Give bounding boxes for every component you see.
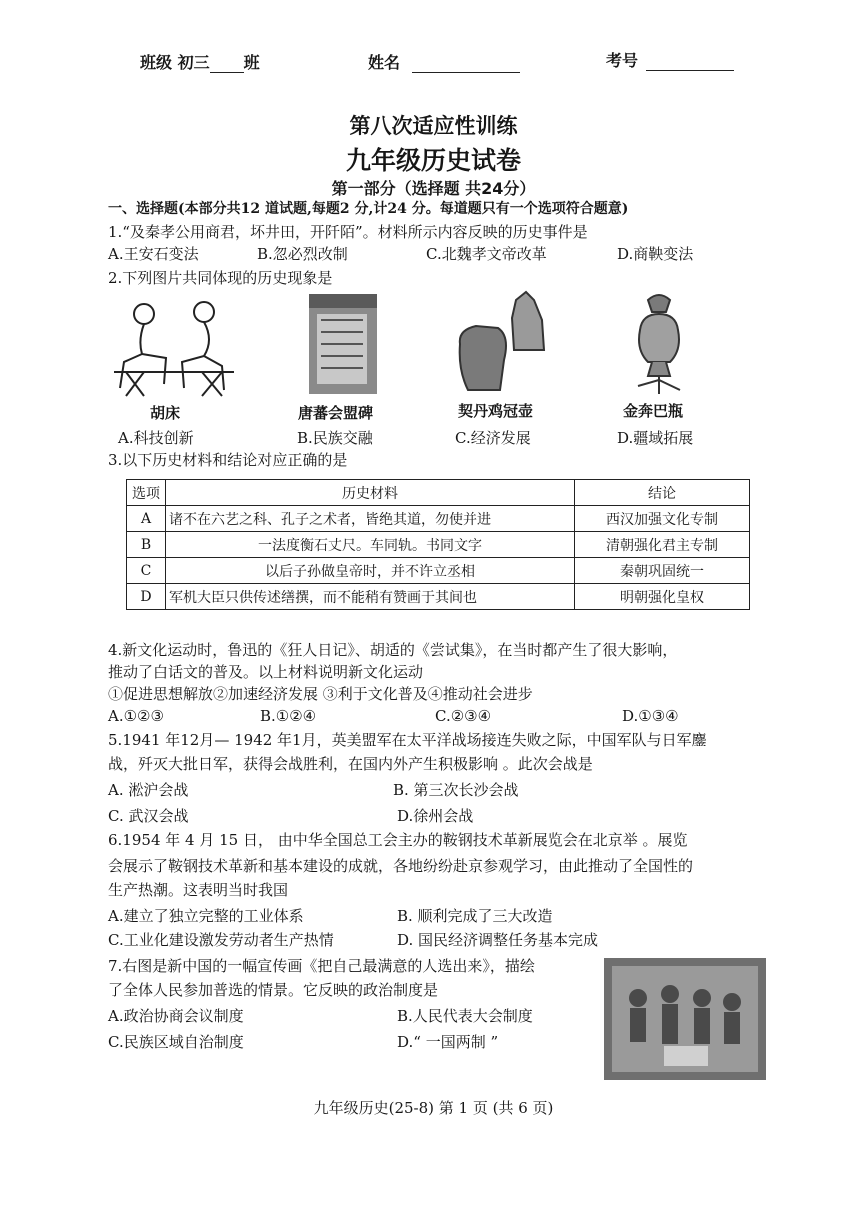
q3-stem: 3.以下历史材料和结论对应正确的是	[108, 451, 348, 469]
tang-fan-stele-image	[307, 292, 379, 396]
q6-line-2: 会展示了鞍钢技术革新和基本建设的成就，各地纷纷赴京参观学习，由此推动了全国性的	[108, 857, 694, 875]
q6-line-3: 生产热潮。这表明当时我国	[108, 881, 289, 899]
q7-line-2: 了全体人民参加普选的情景。它反映的政治制度是	[108, 981, 439, 999]
q7-option-c: C.民族区域自治制度	[108, 1033, 244, 1051]
q4-line-2: 推动了白话文的普及。以上材料说明新文化运动	[108, 663, 424, 681]
q2-stem: 2.下列图片共同体现的历史现象是	[108, 269, 333, 287]
q5-option-b: B. 第三次长沙会战	[393, 781, 519, 799]
election-poster-image	[604, 958, 766, 1080]
name-label: 姓名	[368, 53, 401, 72]
q4-line-1: 4.新文化运动时，鲁迅的《狂人日记》、胡适的《尝试集》，在当时都产生了很大影响，	[108, 641, 678, 659]
q1-option-b: B.忽必烈改制	[257, 245, 348, 263]
table-cell: 诸不在六艺之科、孔子之术者，皆绝其道，勿使并进	[166, 506, 575, 532]
hu-chuang-image	[104, 292, 244, 402]
q4-option-c: C.②③④	[435, 707, 492, 725]
q5-option-d: D.徐州会战	[397, 807, 474, 825]
class-value: 初三	[177, 53, 210, 72]
table-cell: A	[127, 506, 166, 532]
q3-table	[126, 479, 750, 610]
q5-line-2: 战，歼灭大批日军，获得会战胜利，在国内外产生积极影响 。此次会战是	[108, 755, 593, 773]
q1-stem: 1.“及秦孝公用商君，坏井田，开阡陌”。材料所示内容反映的历史事件是	[108, 223, 588, 241]
q6-option-a: A.建立了独立完整的工业体系	[108, 907, 304, 925]
table-header-cell: 选项	[127, 480, 166, 506]
title-subject: 九年级历史试卷	[345, 146, 521, 175]
q6-line-1: 6.1954 年 4 月 15 日， 由中华全国总工会主办的鞍钢技术革新展览会在北京举 。展览	[108, 831, 688, 849]
class-suffix: 班	[243, 53, 260, 72]
q5-option-a: A. 淞沪会战	[108, 781, 189, 799]
class-field	[140, 50, 260, 73]
class-blank	[210, 54, 244, 73]
q4-option-b: B.①②④	[260, 707, 317, 725]
page-footer: 九年级历史(25-8) 第 1 页 (共 6 页)	[313, 1099, 554, 1117]
class-label: 班级	[140, 53, 173, 72]
q2-caption-1: 胡床	[150, 404, 181, 422]
table-row	[127, 558, 750, 584]
q5-line-1: 5.1941 年12月— 1942 年1月，英美盟军在太平洋战场接连失败之际，中国军队与日军鏖	[108, 731, 707, 749]
name-blank	[412, 54, 520, 73]
q4-line-3: ①促进思想解放②加速经济发展 ③利于文化普及④推动社会进步	[108, 685, 533, 703]
table-cell: 明朝强化皇权	[575, 584, 750, 610]
q2-option-c: C.经济发展	[455, 429, 531, 447]
q1-option-c: C.北魏孝文帝改革	[426, 245, 547, 263]
q2-caption-3: 契丹鸡冠壶	[458, 402, 534, 420]
table-cell: 西汉加强文化专制	[575, 506, 750, 532]
q7-option-d: D.“ 一国两制 ”	[397, 1033, 499, 1051]
table-header-cell: 结论	[575, 480, 750, 506]
q2-option-b: B.民族交融	[297, 429, 373, 447]
section-instruction: 一、选择题(本部分共12 道试题,每题2 分,计24 分。每道题只有一个选项符合题意)	[108, 201, 629, 217]
title-main: 第八次适应性训练	[349, 113, 518, 138]
q7-option-b: B.人民代表大会制度	[397, 1007, 533, 1025]
q2-caption-2: 唐蕃会盟碑	[298, 404, 374, 422]
q1-option-d: D.商鞅变法	[617, 245, 694, 263]
table-header-row	[127, 480, 750, 506]
exam-no-field	[606, 48, 734, 71]
table-cell: 以后子孙做皇帝时，并不许立丞相	[166, 558, 575, 584]
table-cell: 清朝强化君主专制	[575, 532, 750, 558]
section-title: 第一部分（选择题 共24分）	[331, 179, 536, 198]
q2-option-d: D.疆域拓展	[617, 429, 694, 447]
table-cell: D	[127, 584, 166, 610]
table-row	[127, 532, 750, 558]
q6-option-b: B. 顺利完成了三大改造	[397, 907, 553, 925]
table-header-cell: 历史材料	[166, 480, 575, 506]
table-cell: 一法度衡石丈尺。车同轨。书同文字	[166, 532, 575, 558]
q1-option-a: A.王安石变法	[108, 245, 199, 263]
exam-no-label: 考号	[606, 51, 639, 70]
table-cell: 秦朝巩固统一	[575, 558, 750, 584]
table-row	[127, 584, 750, 610]
khitan-cockscomb-pot-image	[454, 290, 556, 394]
golden-urn-image	[628, 290, 690, 400]
q4-option-d: D.①③④	[622, 707, 679, 725]
q7-line-1: 7.右图是新中国的一幅宣传画《把自己最满意的人选出来》，描绘	[108, 957, 535, 975]
q6-option-d: D. 国民经济调整任务基本完成	[397, 931, 599, 949]
q5-option-c: C. 武汉会战	[108, 807, 189, 825]
q4-option-a: A.①②③	[108, 707, 164, 725]
table-row	[127, 506, 750, 532]
name-field	[368, 50, 520, 73]
q7-option-a: A.政治协商会议制度	[108, 1007, 244, 1025]
exam-no-blank	[646, 52, 734, 71]
q2-option-a: A.科技创新	[118, 429, 194, 447]
q2-caption-4: 金奔巴瓶	[623, 402, 684, 420]
table-cell: 军机大臣只供传述缮撰，而不能稍有赞画于其间也	[166, 584, 575, 610]
table-cell: C	[127, 558, 166, 584]
q6-option-c: C.工业化建设激发劳动者生产热情	[108, 931, 334, 949]
table-cell: B	[127, 532, 166, 558]
